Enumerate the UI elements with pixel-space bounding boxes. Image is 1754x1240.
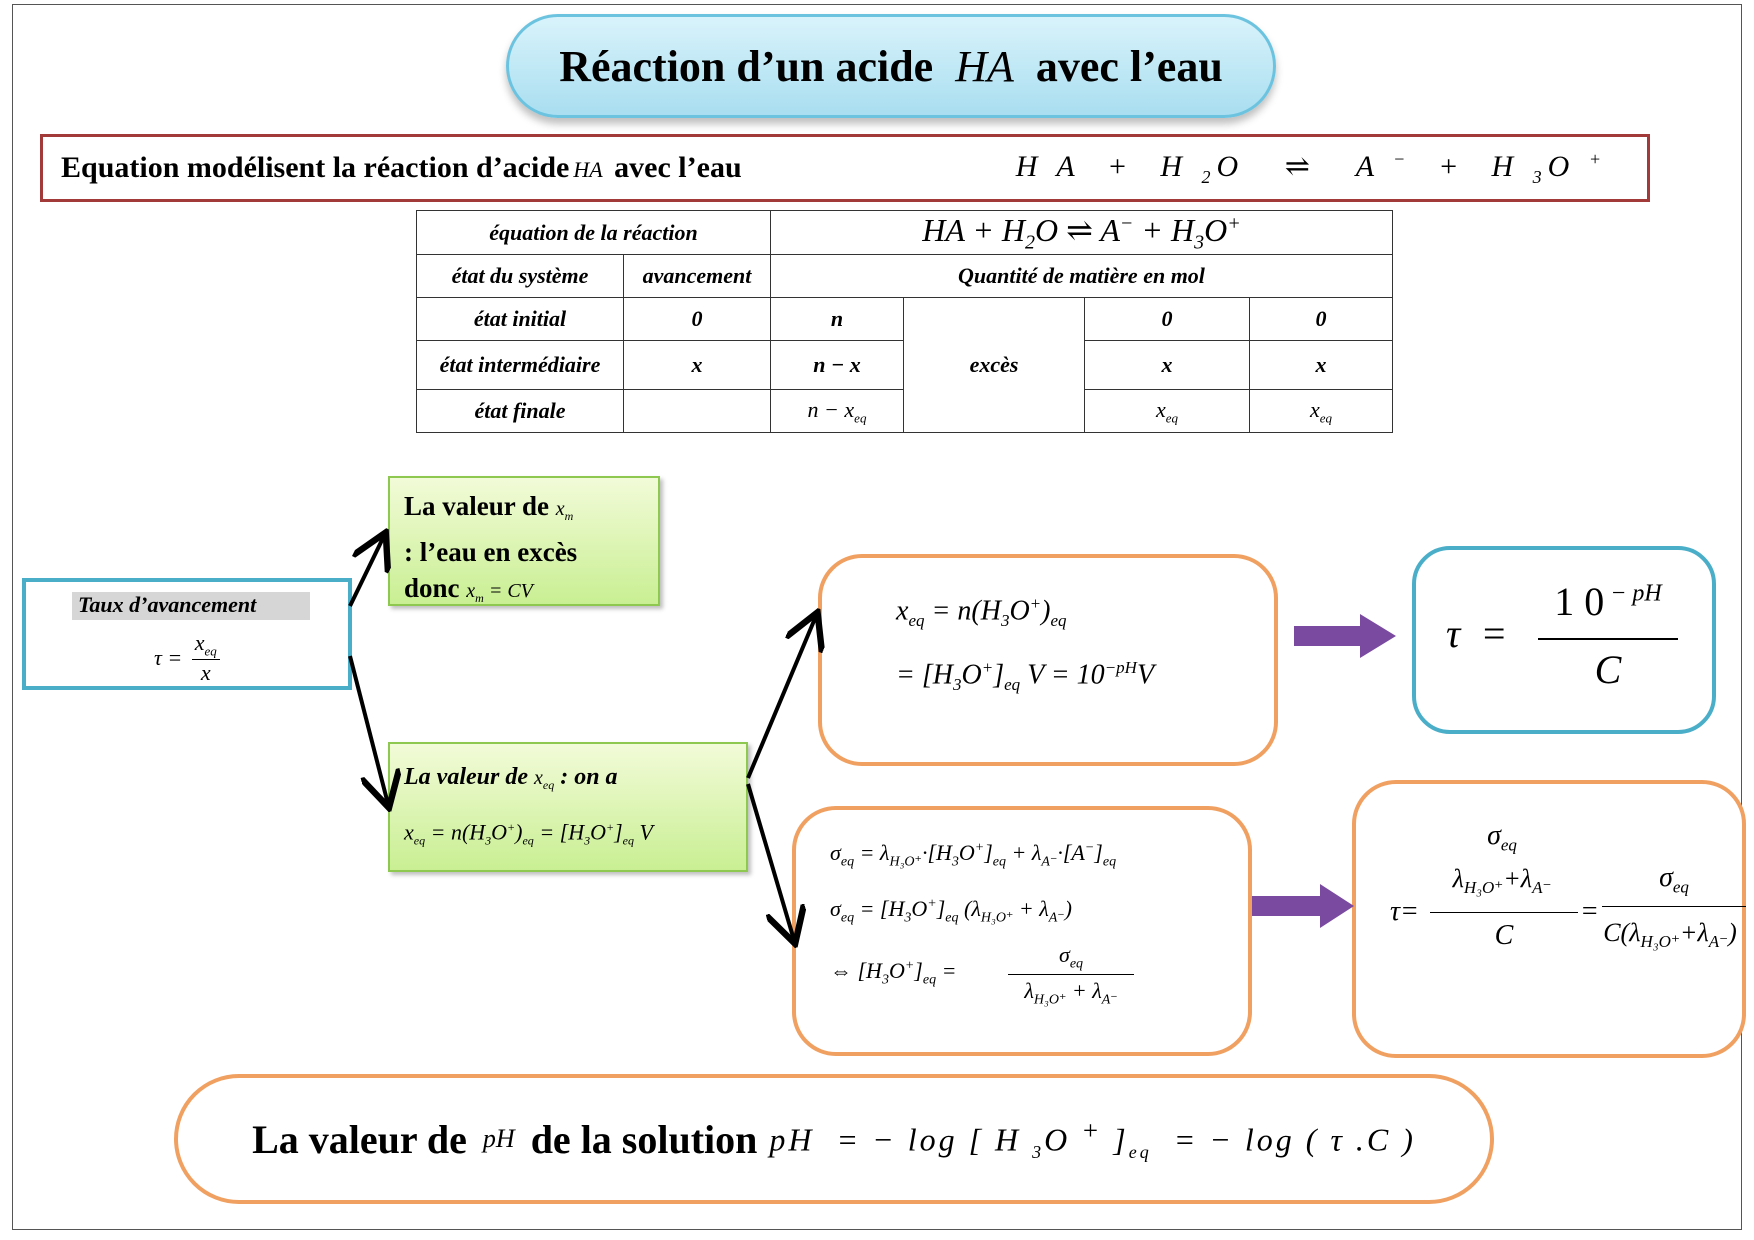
arrow-to-conductivity [748, 784, 794, 940]
tau-cond-symbol: τ= [1390, 896, 1419, 927]
tau-ph-symbol: τ = [1446, 611, 1508, 656]
conductivity-numerator: $\sigma_{eq}$ [1058, 942, 1084, 972]
xmax-line2: : l’eau en excès [404, 537, 578, 567]
conductivity-denominator: $\lambda_{H_3O^+} + \lambda_{A^-}$ [1024, 978, 1118, 1008]
xmax-line1: La valeur de [404, 491, 550, 521]
conductivity-line2: $\sigma_{eq} = [H_3O^+]_{eq}$ $(\lambda_{H_3O^+} + \lambda_{A^-})$ [830, 896, 1072, 926]
table-cell-final-ha: $n - x_{eq}$ [771, 390, 904, 433]
table-cell-intermediate-label: état intermédiaire [417, 341, 624, 390]
title-after: avec l’eau [1035, 41, 1223, 91]
table-cell-final-label: état finale [417, 390, 624, 433]
table-cell-water: excès [904, 298, 1085, 433]
xeq-line1-before: La valeur de [404, 764, 528, 790]
equation-label-var: HA [573, 157, 603, 182]
table-header-quantity: Quantité de matière en mol [771, 255, 1393, 298]
arrow-to-tau-ph [1294, 614, 1396, 658]
table-cell-intermediate-adv: x [624, 341, 771, 390]
arrow-to-xmax [350, 536, 384, 606]
table-cell-initial-ha: n [771, 298, 904, 341]
ph-label-var: pH [482, 1124, 515, 1153]
equation-label-after: avec l’eau [614, 151, 742, 184]
arrow-to-tau-cond [1252, 884, 1354, 928]
ph-formula: pH = − log [ H $_3$O + ]$_{eq}$ = − log ( τ .C ) [769, 1114, 1416, 1163]
table-cell-initial-adv: 0 [624, 298, 771, 341]
tau-ph-numerator: 1 0 $^{- pH}$ [1554, 579, 1662, 624]
reaction-equation: H A + H $_2$O ⇌ A − + H $_3$O + [1015, 148, 1607, 187]
xmax-line3: donc [404, 573, 460, 603]
tau-cond-den2: $C(\lambda_{H_3O^+}+\lambda_{A^-})$ [1603, 918, 1737, 952]
table-cell-initial-h3o: 0 [1250, 298, 1393, 341]
table-cell-equation: HA + $H_2O$ ⇌ $A^- + H_3O^+$ [771, 211, 1393, 255]
tau-cond-top: $\sigma_{eq}$ [1487, 820, 1517, 855]
tau-cond-c1: C [1494, 920, 1514, 951]
xmax-formula: $x_m$ = CV [466, 580, 533, 605]
table-cell-final-h3o: $x_{eq}$ [1250, 390, 1393, 433]
xeq-ph-line2: = $[H_3O^+]_{eq}$ $V = 10^{-pH}V$ [896, 658, 1155, 694]
tau-cond-mid: $\lambda_{H_3O^+}+\lambda_{A^-}$ [1452, 864, 1552, 898]
ph-label-after: de la solution [530, 1116, 758, 1162]
equation-label-before: Equation modélisent la réaction d’acide [61, 151, 570, 184]
ph-label-before: La valeur de [252, 1116, 467, 1162]
title-before: Réaction d’un acide [559, 41, 934, 91]
arrow-to-xeq-ph [748, 616, 816, 778]
xeq-formula: $x_{eq} = n(H_3O^+)_{eq} = [H_3O^+]_{eq}$ V [404, 819, 653, 848]
tau-header: Taux d’avancement [72, 592, 310, 620]
table-cell-intermediate-a: x [1085, 341, 1250, 390]
table-cell-equation-label: équation de la réaction [417, 211, 771, 255]
xmax-var: $x_m$ [555, 498, 574, 523]
title-var: HA [955, 41, 1014, 91]
tau-formula: τ = $x_{eq}$ x [154, 630, 220, 686]
xeq-ph-line1: $x_{eq} = n(H_3O^+)_{eq}$ [896, 594, 1067, 630]
table-cell-final-a: $x_{eq}$ [1085, 390, 1250, 433]
conductivity-line1: $\sigma_{eq} = \lambda_{H_3O^+}\cdot[H_3O^+]_{eq} + \lambda_{A^-}\cdot[A^-]_{eq}$ [830, 840, 1117, 870]
table-cell-intermediate-h3o: x [1250, 341, 1393, 390]
table-cell-initial-a: 0 [1085, 298, 1250, 341]
arrow-to-xeq [350, 656, 388, 804]
table-header-advancement: avancement [624, 255, 771, 298]
tau-ph-denominator: C [1594, 647, 1622, 692]
xeq-line1-after: : on a [560, 764, 618, 790]
conductivity-line3: ⇔ $[H_3O^+]_{eq}$ = [830, 958, 957, 988]
tau-cond-equals: = [1580, 896, 1599, 927]
table-header-state: état du système [417, 255, 624, 298]
table-cell-initial-label: état initial [417, 298, 624, 341]
table-cell-intermediate-ha: n − x [771, 341, 904, 390]
xeq-var: $x_{eq}$ [533, 767, 555, 792]
tau-cond-num2: $\sigma_{eq}$ [1659, 862, 1689, 897]
